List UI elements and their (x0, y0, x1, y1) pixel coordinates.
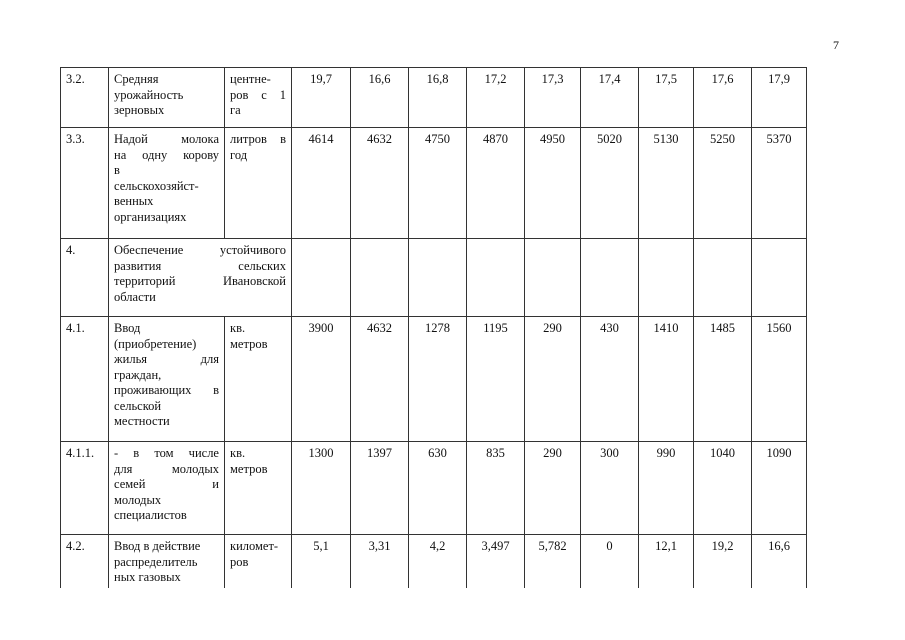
indicator-name-line: ных газовых (114, 570, 181, 584)
value-cell: 4750 (409, 128, 467, 239)
value-cell (694, 239, 752, 317)
indicator-name-line: граждан, (114, 367, 162, 382)
value-cell (581, 239, 639, 317)
row-number: 3.3. (61, 128, 109, 239)
indicator-name-line: семей и (114, 477, 219, 491)
unit-line: год (230, 147, 248, 162)
value-cell: 19,7 (292, 68, 351, 128)
table-row (61, 239, 807, 317)
indicator-name-line: организациях (114, 209, 187, 224)
value-cell: 1560 (752, 317, 807, 442)
value-cell (292, 239, 351, 317)
row-number: 4.1. (61, 317, 109, 442)
indicator-name-line: Ввод (114, 321, 141, 335)
row-number: 4.2. (61, 535, 109, 588)
value-cell: 17,4 (581, 68, 639, 128)
indicator-name-line: зерновых (114, 103, 165, 117)
value-cell: 4632 (351, 317, 409, 442)
indicator-name-line: молодых (114, 492, 162, 507)
value-cell: 0 (581, 535, 639, 588)
indicator-name (109, 239, 292, 317)
indicator-name (109, 128, 225, 239)
unit-of-measure (225, 535, 292, 588)
indicator-name-line: венных (114, 194, 154, 208)
unit-of-measure (225, 128, 292, 239)
value-cell: 300 (581, 442, 639, 535)
indicator-name-line: Надой молока (114, 132, 219, 146)
value-cell: 430 (581, 317, 639, 442)
value-cell: 5130 (639, 128, 694, 239)
indicator-name-line: на одну корову (114, 147, 219, 162)
value-cell: 1195 (467, 317, 525, 442)
value-cell (525, 239, 581, 317)
indicator-name-line: для молодых (114, 461, 219, 476)
unit-line: метров (230, 461, 268, 476)
unit-line: центне- (230, 72, 271, 86)
indicator-name-line: сельской (114, 398, 162, 413)
table-row (61, 128, 807, 239)
table-row (61, 535, 807, 588)
table-body (61, 68, 807, 588)
value-cell: 290 (525, 442, 581, 535)
value-cell: 4614 (292, 128, 351, 239)
unit-line: метров (230, 336, 268, 351)
indicator-name-line: территорий Ивановской (114, 274, 286, 288)
value-cell: 5370 (752, 128, 807, 239)
indicator-name-line: Ввод в действие (114, 539, 201, 553)
indicator-name-line: специалистов (114, 508, 187, 522)
value-cell: 3900 (292, 317, 351, 442)
value-cell: 4950 (525, 128, 581, 239)
value-cell: 17,9 (752, 68, 807, 128)
value-cell: 17,2 (467, 68, 525, 128)
value-cell: 630 (409, 442, 467, 535)
indicator-name-line: проживающих в (114, 383, 219, 397)
indicator-name-line: развития сельских (114, 258, 286, 273)
row-number: 3.2. (61, 68, 109, 128)
value-cell: 17,3 (525, 68, 581, 128)
value-cell: 5250 (694, 128, 752, 239)
unit-line: ров с 1 (230, 87, 286, 102)
value-cell: 19,2 (694, 535, 752, 588)
indicator-name-line: - в том числе (114, 446, 219, 460)
value-cell: 4870 (467, 128, 525, 239)
value-cell: 1300 (292, 442, 351, 535)
unit-of-measure (225, 442, 292, 535)
indicator-name (109, 317, 225, 442)
indicators-table (60, 67, 807, 588)
indicator-name-line: сельскохозяйст- (114, 178, 199, 193)
value-cell (467, 239, 525, 317)
value-cell: 3,497 (467, 535, 525, 588)
table-row (61, 317, 807, 442)
value-cell: 1397 (351, 442, 409, 535)
value-cell: 290 (525, 317, 581, 442)
unit-line: га (230, 103, 241, 117)
value-cell: 835 (467, 442, 525, 535)
indicator-name-line: Средняя (114, 72, 159, 86)
unit-line: кв. (230, 321, 246, 335)
indicator-name-line: области (114, 289, 156, 304)
value-cell: 16,8 (409, 68, 467, 128)
unit-of-measure (225, 68, 292, 128)
value-cell: 12,1 (639, 535, 694, 588)
value-cell: 3,31 (351, 535, 409, 588)
row-number: 4. (61, 239, 109, 317)
indicator-name (109, 442, 225, 535)
table-row (61, 68, 807, 128)
indicator-name-line: Обеспечение устойчивого (114, 243, 286, 257)
value-cell: 16,6 (351, 68, 409, 128)
value-cell (752, 239, 807, 317)
value-cell: 17,5 (639, 68, 694, 128)
value-cell (351, 239, 409, 317)
indicator-name-line: (приобретение) (114, 336, 197, 351)
value-cell: 5,1 (292, 535, 351, 588)
page-number: 7 (833, 38, 839, 52)
value-cell: 990 (639, 442, 694, 535)
value-cell: 5,782 (525, 535, 581, 588)
value-cell: 1090 (752, 442, 807, 535)
unit-line: ров (230, 554, 249, 569)
unit-line: кв. (230, 446, 246, 460)
value-cell: 4632 (351, 128, 409, 239)
indicator-name (109, 68, 225, 128)
value-cell: 5020 (581, 128, 639, 239)
unit-of-measure (225, 317, 292, 442)
row-number: 4.1.1. (61, 442, 109, 535)
value-cell: 1410 (639, 317, 694, 442)
indicator-name (109, 535, 225, 588)
value-cell: 4,2 (409, 535, 467, 588)
indicator-name-line: распределитель (114, 554, 198, 569)
indicator-name-line: урожайность (114, 87, 184, 102)
value-cell: 1040 (694, 442, 752, 535)
indicator-name-line: в (114, 163, 120, 177)
unit-line: литров в (230, 132, 286, 146)
table-row (61, 442, 807, 535)
value-cell (409, 239, 467, 317)
indicator-name-line: местности (114, 414, 170, 428)
value-cell (639, 239, 694, 317)
value-cell: 16,6 (752, 535, 807, 588)
value-cell: 17,6 (694, 68, 752, 128)
value-cell: 1485 (694, 317, 752, 442)
indicator-name-line: жилья для (114, 352, 219, 366)
unit-line: километ- (230, 539, 279, 553)
value-cell: 1278 (409, 317, 467, 442)
